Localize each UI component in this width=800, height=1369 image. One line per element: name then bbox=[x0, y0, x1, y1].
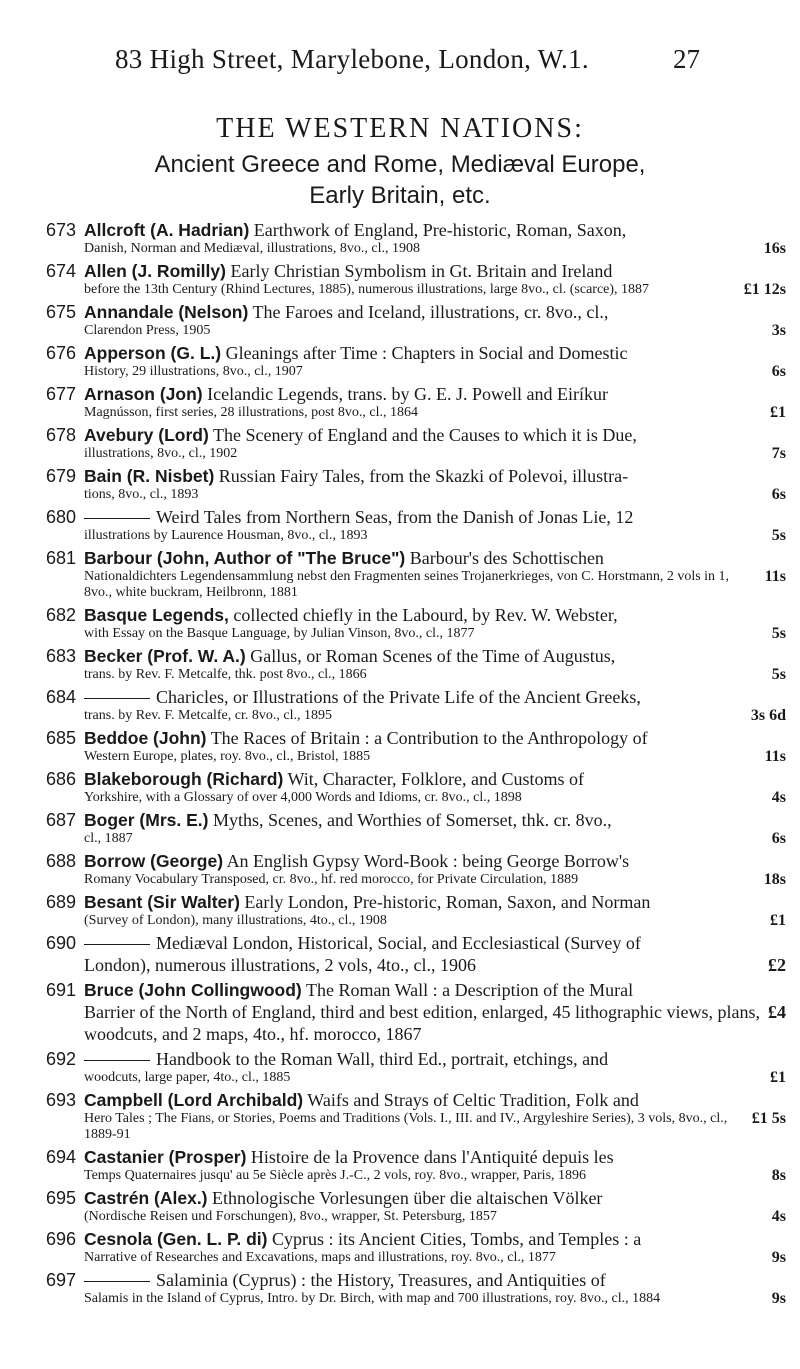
catalogue-entry bbox=[46, 383, 786, 421]
entry-price: 6s bbox=[771, 486, 786, 503]
catalogue-entry bbox=[46, 850, 786, 888]
entry-author: Bruce (John Collingwood) bbox=[84, 980, 302, 1000]
entry-description-text: Magnússon, first series, 28 illustrations, post 8vo., cl., 1864 bbox=[84, 405, 419, 420]
entry-price: £1 12s bbox=[743, 281, 786, 298]
entry-description bbox=[84, 872, 786, 888]
entry-price: 6s bbox=[771, 363, 786, 380]
catalogue-entry bbox=[46, 1228, 786, 1266]
entry-price: £1 bbox=[770, 912, 786, 929]
entry-author: Beddoe (John) bbox=[84, 728, 207, 748]
entry-author: Cesnola (Gen. L. P. di) bbox=[84, 1229, 268, 1249]
entry-price: 3s 6d bbox=[750, 707, 786, 724]
ditto-dash bbox=[84, 698, 150, 699]
entry-heading bbox=[84, 1089, 786, 1111]
entry-description-text: with Essay on the Basque Language, by Julian Vinson, 8vo., cl., 1877 bbox=[84, 626, 475, 641]
entry-price: £1 bbox=[770, 404, 786, 421]
catalogue-entry bbox=[46, 1048, 786, 1086]
entry-title: Myths, Scenes, and Worthies of Somerset, thk. cr. 8vo., bbox=[212, 810, 612, 830]
entry-number: 674 bbox=[46, 261, 77, 281]
entry-number: 682 bbox=[46, 605, 77, 625]
entry-description bbox=[84, 831, 786, 847]
entry-price: 11s bbox=[764, 748, 786, 765]
entry-description-text: Danish, Norman and Mediæval, illustrations, 8vo., cl., 1908 bbox=[84, 241, 420, 256]
entry-number: 697 bbox=[46, 1270, 77, 1290]
entry-description bbox=[84, 487, 786, 503]
entry-description bbox=[84, 1070, 786, 1086]
entry-heading bbox=[84, 506, 786, 528]
entry-number: 680 bbox=[46, 507, 77, 527]
entry-number: 685 bbox=[46, 728, 77, 748]
entry-heading bbox=[84, 1048, 786, 1070]
entry-description bbox=[84, 749, 786, 765]
entry-author: Becker (Prof. W. A.) bbox=[84, 646, 246, 666]
entry-description-text: trans. by Rev. F. Metcalfe, cr. 8vo., cl., 1895 bbox=[84, 708, 332, 723]
entry-title: Gallus, or Roman Scenes of the Time of Augustus, bbox=[250, 646, 616, 666]
entry-heading bbox=[84, 1228, 786, 1250]
entry-description bbox=[84, 1001, 786, 1045]
entry-title: Icelandic Legends, trans. by G. E. J. Powell and Eiríkur bbox=[207, 384, 609, 404]
entry-description bbox=[84, 1111, 786, 1143]
entry-description-text: Narrative of Researches and Excavations, maps and illustrations, roy. 8vo., cl., 1877 bbox=[84, 1250, 556, 1265]
entry-description-text: illustrations, 8vo., cl., 1902 bbox=[84, 446, 238, 461]
entry-price: 3s bbox=[771, 322, 786, 339]
entry-number: 688 bbox=[46, 851, 77, 871]
entry-heading bbox=[84, 604, 786, 626]
entry-description-text: Nationaldichters Legendensammlung nebst den Fragmenten seines Trojanerkrieges, von C. Horstmann, 2 vols in 1, 8vo., white buckram, Heilbronn, 1881 bbox=[84, 569, 730, 600]
entry-number: 687 bbox=[46, 810, 77, 830]
entry-description-text: trans. by Rev. F. Metcalfe, thk. post 8vo., cl., 1866 bbox=[84, 667, 367, 682]
entry-title: Gleanings after Time : Chapters in Social and Domestic bbox=[225, 343, 628, 363]
entry-author: Borrow (George) bbox=[84, 851, 224, 871]
entry-title: Earthwork of England, Pre-historic, Roman, Saxon, bbox=[253, 220, 627, 240]
catalogue-entry bbox=[46, 727, 786, 765]
entry-title: Mediæval London, Historical, Social, and Ecclesiastical (Survey of bbox=[156, 933, 641, 953]
catalogue-entry bbox=[46, 1187, 786, 1225]
entry-heading bbox=[84, 260, 786, 282]
entry-price: 18s bbox=[763, 871, 786, 888]
entry-description bbox=[84, 1250, 786, 1266]
entry-author: Basque Legends, bbox=[84, 605, 229, 625]
entry-description-text: (Survey of London), many illustrations, 4to., cl., 1908 bbox=[84, 913, 387, 928]
entry-description bbox=[84, 528, 786, 544]
entry-price: 6s bbox=[771, 830, 786, 847]
entry-title: Charicles, or Illustrations of the Private Life of the Ancient Greeks, bbox=[156, 687, 641, 707]
entry-title: Barbour's des Schottischen bbox=[409, 548, 604, 568]
catalogue-entry bbox=[46, 465, 786, 503]
ditto-dash bbox=[84, 944, 150, 945]
entry-author: Arnason (Jon) bbox=[84, 384, 203, 404]
catalogue-entry bbox=[46, 979, 786, 1045]
entry-number: 690 bbox=[46, 933, 77, 953]
entry-price: 9s bbox=[771, 1249, 786, 1266]
entry-price: 8s bbox=[771, 1167, 786, 1184]
entry-author: Annandale (Nelson) bbox=[84, 302, 249, 322]
entry-description bbox=[84, 1209, 786, 1225]
entry-price: 5s bbox=[771, 527, 786, 544]
entry-heading bbox=[84, 891, 786, 913]
entry-author: Allcroft (A. Hadrian) bbox=[84, 220, 250, 240]
entry-price: 5s bbox=[771, 625, 786, 642]
entry-number: 681 bbox=[46, 548, 77, 568]
entry-number: 696 bbox=[46, 1229, 77, 1249]
section-title: THE WESTERN NATIONS: bbox=[216, 113, 584, 144]
entry-price: 16s bbox=[763, 240, 786, 257]
entry-heading bbox=[84, 645, 786, 667]
entry-number: 691 bbox=[46, 980, 77, 1000]
entry-heading bbox=[84, 1187, 786, 1209]
catalogue-entry bbox=[46, 1146, 786, 1184]
ditto-dash bbox=[84, 1281, 150, 1282]
entry-description-text: woodcuts, large paper, 4to., cl., 1885 bbox=[84, 1070, 291, 1085]
running-head bbox=[115, 42, 700, 76]
entry-author: Blakeborough (Richard) bbox=[84, 769, 284, 789]
entry-price: £1 bbox=[770, 1069, 786, 1086]
bookseller-address: 83 High Street, Marylebone, London, W.1. bbox=[115, 44, 589, 74]
catalogue-entry bbox=[46, 1269, 786, 1307]
catalogue-entry bbox=[46, 604, 786, 642]
entry-heading bbox=[84, 932, 786, 954]
entry-title: Salaminia (Cyprus) : the History, Treasures, and Antiquities of bbox=[156, 1270, 606, 1290]
entry-description bbox=[84, 708, 786, 724]
entry-author: Castanier (Prosper) bbox=[84, 1147, 247, 1167]
entry-heading bbox=[84, 686, 786, 708]
entry-author: Allen (J. Romilly) bbox=[84, 261, 226, 281]
entry-description-text: illustrations by Laurence Housman, 8vo., cl., 1893 bbox=[84, 528, 368, 543]
catalogue-entry-list bbox=[46, 219, 786, 1310]
entry-heading bbox=[84, 383, 786, 405]
entry-number: 686 bbox=[46, 769, 77, 789]
entry-description-text: before the 13th Century (Rhind Lectures, 1885), numerous illustrations, large 8vo., cl. (scarce), 1887 bbox=[84, 282, 650, 297]
ditto-dash bbox=[84, 518, 150, 519]
entry-heading bbox=[84, 342, 786, 364]
catalogue-entry bbox=[46, 424, 786, 462]
entry-title: The Roman Wall : a Description of the Mural bbox=[305, 980, 634, 1000]
entry-title: Handbook to the Roman Wall, third Ed., portrait, etchings, and bbox=[156, 1049, 609, 1069]
page-number: 27 bbox=[673, 44, 700, 74]
entry-number: 694 bbox=[46, 1147, 77, 1167]
entry-author: Besant (Sir Walter) bbox=[84, 892, 240, 912]
entry-description-text: History, 29 illustrations, 8vo., cl., 1907 bbox=[84, 364, 303, 379]
section-subtitle-line-2: Early Britain, etc. bbox=[309, 182, 491, 209]
entry-description bbox=[84, 446, 786, 462]
catalogue-entry bbox=[46, 301, 786, 339]
entry-heading bbox=[84, 1146, 786, 1168]
entry-title: Early London, Pre-historic, Roman, Saxon, and Norman bbox=[244, 892, 651, 912]
entry-number: 689 bbox=[46, 892, 77, 912]
entry-description-text: (Nordische Reisen und Forschungen), 8vo., wrapper, St. Petersburg, 1857 bbox=[84, 1209, 497, 1224]
entry-description-text: Barrier of the North of England, third and best edition, enlarged, 45 lithographic views, plans, woodcuts, and 2 maps, 4to., hf. morocco, 1867 bbox=[84, 1002, 761, 1044]
entry-price: £4 bbox=[768, 1002, 786, 1022]
entry-description bbox=[84, 282, 786, 298]
entry-heading bbox=[84, 465, 786, 487]
entry-title: Cyprus : its Ancient Cities, Tombs, and Temples : a bbox=[271, 1229, 642, 1249]
entry-price: £1 5s bbox=[751, 1110, 786, 1127]
catalogue-entry bbox=[46, 219, 786, 257]
catalogue-entry bbox=[46, 932, 786, 976]
entry-author: Avebury (Lord) bbox=[84, 425, 209, 445]
entry-price: 4s bbox=[771, 789, 786, 806]
entry-title: Ethnologische Vorlesungen über die altaischen Völker bbox=[212, 1188, 603, 1208]
entry-number: 679 bbox=[46, 466, 77, 486]
entry-title: The Faroes and Iceland, illustrations, cr. 8vo., cl., bbox=[252, 302, 609, 322]
entry-heading bbox=[84, 547, 786, 569]
entry-description bbox=[84, 569, 786, 601]
catalogue-entry bbox=[46, 506, 786, 544]
entry-price: 4s bbox=[771, 1208, 786, 1225]
catalogue-entry bbox=[46, 891, 786, 929]
entry-number: 675 bbox=[46, 302, 77, 322]
entry-title: An English Gypsy Word-Book : being George Borrow's bbox=[226, 851, 630, 871]
entry-author: Campbell (Lord Archibald) bbox=[84, 1090, 304, 1110]
entry-description bbox=[84, 241, 786, 257]
entry-title: Russian Fairy Tales, from the Skazki of Polevoi, illustra- bbox=[218, 466, 629, 486]
entry-title: Early Christian Symbolism in Gt. Britain and Ireland bbox=[230, 261, 613, 281]
entry-author: Bain (R. Nisbet) bbox=[84, 466, 215, 486]
entry-description bbox=[84, 364, 786, 380]
entry-price: 9s bbox=[771, 1290, 786, 1307]
entry-description bbox=[84, 667, 786, 683]
entry-description bbox=[84, 405, 786, 421]
entry-author: Apperson (G. L.) bbox=[84, 343, 222, 363]
entry-title: The Scenery of England and the Causes to which it is Due, bbox=[212, 425, 637, 445]
entry-price: 7s bbox=[771, 445, 786, 462]
entry-title: Waifs and Strays of Celtic Tradition, Folk and bbox=[307, 1090, 639, 1110]
entry-title: Histoire de la Provence dans l'Antiquité depuis les bbox=[250, 1147, 614, 1167]
entry-number: 683 bbox=[46, 646, 77, 666]
entry-description-text: Western Europe, plates, roy. 8vo., cl., Bristol, 1885 bbox=[84, 749, 371, 764]
entry-author: Castrén (Alex.) bbox=[84, 1188, 208, 1208]
entry-price: 11s bbox=[764, 568, 786, 585]
entry-number: 695 bbox=[46, 1188, 77, 1208]
catalogue-entry bbox=[46, 260, 786, 298]
entry-title: Weird Tales from Northern Seas, from the Danish of Jonas Lie, 12 bbox=[156, 507, 634, 527]
entry-description-text: cl., 1887 bbox=[84, 831, 133, 846]
entry-heading bbox=[84, 727, 786, 749]
entry-description bbox=[84, 790, 786, 806]
catalogue-entry bbox=[46, 645, 786, 683]
entry-title: Wit, Character, Folklore, and Customs of bbox=[287, 769, 585, 789]
entry-heading bbox=[84, 424, 786, 446]
entry-heading bbox=[84, 850, 786, 872]
entry-price: 5s bbox=[771, 666, 786, 683]
entry-number: 692 bbox=[46, 1049, 77, 1069]
entry-heading bbox=[84, 219, 786, 241]
entry-number: 678 bbox=[46, 425, 77, 445]
catalogue-entry bbox=[46, 686, 786, 724]
entry-heading bbox=[84, 809, 786, 831]
entry-description bbox=[84, 1168, 786, 1184]
entry-heading bbox=[84, 1269, 786, 1291]
entry-heading bbox=[84, 979, 786, 1001]
entry-heading bbox=[84, 301, 786, 323]
entry-author: Barbour (John, Author of "The Bruce") bbox=[84, 548, 406, 568]
catalogue-entry bbox=[46, 809, 786, 847]
entry-title: The Races of Britain : a Contribution to the Anthropology of bbox=[210, 728, 648, 748]
catalogue-entry bbox=[46, 1089, 786, 1143]
entry-description bbox=[84, 323, 786, 339]
entry-author: Boger (Mrs. E.) bbox=[84, 810, 209, 830]
entry-description-text: Clarendon Press, 1905 bbox=[84, 323, 211, 338]
entry-description-text: Romany Vocabulary Transposed, cr. 8vo., hf. red morocco, for Private Circulation, 1889 bbox=[84, 872, 579, 887]
catalogue-entry bbox=[46, 768, 786, 806]
entry-number: 676 bbox=[46, 343, 77, 363]
entry-number: 684 bbox=[46, 687, 77, 707]
ditto-dash bbox=[84, 1060, 150, 1061]
entry-description-text: Hero Tales ; The Fians, or Stories, Poems and Traditions (Vols. I., III. and IV., Argyleshire Series), 3 vols, 8vo., cl., 1889-91 bbox=[84, 1111, 728, 1142]
entry-title: collected chiefly in the Labourd, by Rev. W. Webster, bbox=[233, 605, 618, 625]
entry-description bbox=[84, 626, 786, 642]
section-subtitle-line-1: Ancient Greece and Rome, Mediæval Europe, bbox=[154, 151, 646, 178]
entry-description-text: Temps Quaternaires jusqu' au 5e Siècle après J.-C., 2 vols, roy. 8vo., wrapper, Paris, 1896 bbox=[84, 1168, 587, 1183]
entry-description bbox=[84, 1291, 786, 1307]
entry-description bbox=[84, 954, 786, 976]
entry-description-text: Salamis in the Island of Cyprus, Intro. by Dr. Birch, with map and 700 illustrations, roy. 8vo., cl., 1884 bbox=[84, 1291, 661, 1306]
entry-description-text: London), numerous illustrations, 2 vols, 4to., cl., 1906 bbox=[84, 955, 476, 975]
entry-description-text: Yorkshire, with a Glossary of over 4,000 Words and Idioms, cr. 8vo., cl., 1898 bbox=[84, 790, 522, 805]
catalogue-entry bbox=[46, 547, 786, 601]
entry-description bbox=[84, 913, 786, 929]
entry-number: 673 bbox=[46, 220, 77, 240]
catalogue-entry bbox=[46, 342, 786, 380]
entry-price: £2 bbox=[768, 955, 786, 975]
entry-number: 693 bbox=[46, 1090, 77, 1110]
entry-description-text: tions, 8vo., cl., 1893 bbox=[84, 487, 199, 502]
entry-heading bbox=[84, 768, 786, 790]
entry-number: 677 bbox=[46, 384, 77, 404]
